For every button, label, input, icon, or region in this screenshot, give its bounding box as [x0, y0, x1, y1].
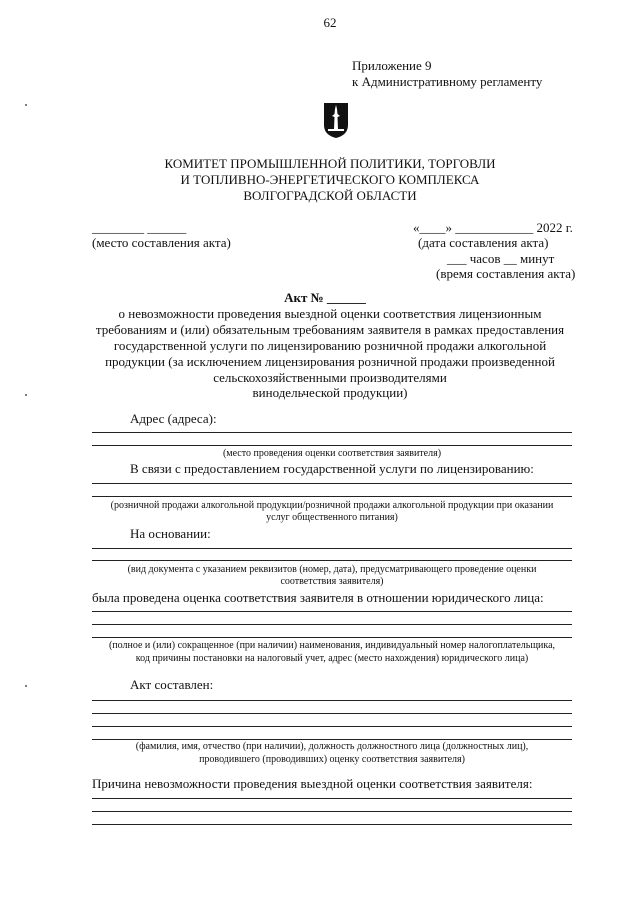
reason-field-line-2[interactable]: [92, 811, 572, 812]
compiled-field-line-3[interactable]: [92, 726, 572, 727]
compiled-field-line-1[interactable]: [92, 700, 572, 701]
entity-field-line-1[interactable]: [92, 611, 572, 612]
appendix-line-1: Приложение 9: [352, 58, 432, 73]
entity-field-line-2[interactable]: [92, 624, 572, 625]
service-field-line-2[interactable]: [92, 496, 572, 497]
appendix-line-2: к Административному регламенту: [352, 74, 543, 89]
reason-field-line-1[interactable]: [92, 798, 572, 799]
basis-hint-line-1: (вид документа с указанием реквизитов (номер, дата), предусматривающего проведение оценки: [127, 564, 537, 575]
committee-line-1: КОМИТЕТ ПРОМЫШЛЕННОЙ ПОЛИТИКИ, ТОРГОВЛИ: [164, 156, 496, 171]
act-subject-line-5: сельскохозяйственными производителями: [213, 370, 447, 385]
entity-field-line-3[interactable]: [92, 637, 572, 638]
time-label: (время составления акта): [436, 266, 576, 281]
act-subject-line-4: продукции (за исключением лицензирования розничной продажи произведенной: [105, 354, 555, 369]
compiled-hint-line-2: проводившего (проводивших) оценку соответствия заявителя): [199, 754, 465, 765]
committee-line-3: ВОЛГОГРАДСКОЙ ОБЛАСТИ: [243, 188, 417, 203]
scan-mark: [25, 685, 27, 687]
compiled-label: Акт составлен:: [130, 677, 214, 692]
time-line: ___ часов __ минут: [447, 251, 555, 266]
basis-label: На основании:: [130, 526, 211, 541]
address-field-line-1[interactable]: [92, 432, 572, 433]
address-hint: (место проведения оценки соответствия заявителя): [222, 448, 442, 459]
address-field-line-2[interactable]: [92, 445, 572, 446]
basis-hint-line-2: соответствия заявителя): [280, 576, 384, 587]
volgograd-coat-of-arms-icon: [322, 101, 350, 139]
act-subject-line-2: требованиям и (или) обязательным требованиям заявителя в рамках предоставления: [95, 322, 565, 337]
entity-hint-line-1: (полное и (или) сокращенное (при наличии) наименования, индивидуальный номер налогоплательщика,: [108, 640, 556, 651]
service-field-line-1[interactable]: [92, 483, 572, 484]
service-label: В связи с предоставлением государственной услуги по лицензированию:: [130, 461, 534, 476]
act-subject-line-1: о невозможности проведения выездной оценки соответствия лицензионным: [118, 306, 542, 321]
basis-field-line-2[interactable]: [92, 560, 572, 561]
compiled-field-line-2[interactable]: [92, 713, 572, 714]
basis-field-line-1[interactable]: [92, 548, 572, 549]
act-subject-line-6: винодельческой продукции): [252, 385, 408, 400]
entity-hint-line-2: код причины постановки на налоговый учет, адрес (место нахождения) юридического лица): [135, 653, 529, 664]
compiled-field-line-4[interactable]: [92, 739, 572, 740]
place-blank: ________ ______: [92, 220, 187, 235]
service-hint-line-2: услуг общественного питания): [266, 512, 398, 523]
committee-line-2: И ТОПЛИВНО-ЭНЕРГЕТИЧЕСКОГО КОМПЛЕКСА: [180, 172, 480, 187]
reason-label: Причина невозможности проведения выездной оценки соответствия заявителя:: [92, 776, 533, 791]
compiled-hint-line-1: (фамилия, имя, отчество (при наличии), должность должностного лица (должностных лиц),: [135, 741, 529, 752]
date-label: (дата составления акта): [418, 235, 549, 250]
address-label: Адрес (адреса):: [130, 411, 217, 426]
scan-mark: [25, 104, 27, 106]
page-number: 62: [323, 15, 337, 30]
act-title: Акт № ______: [284, 290, 366, 305]
entity-label: была проведена оценка соответствия заявителя в отношении юридического лица:: [92, 590, 544, 605]
reason-field-line-3[interactable]: [92, 824, 572, 825]
scan-mark: [25, 394, 27, 396]
date-line: «____» ____________ 2022 г.: [413, 220, 573, 235]
service-hint-line-1: (розничной продажи алкогольной продукции/розничной продажи алкогольной продукции при оказании: [110, 500, 554, 511]
act-subject-line-3: государственной услуги по лицензированию розничной продажи алкогольной: [113, 338, 547, 353]
place-label: (место составления акта): [92, 235, 231, 250]
